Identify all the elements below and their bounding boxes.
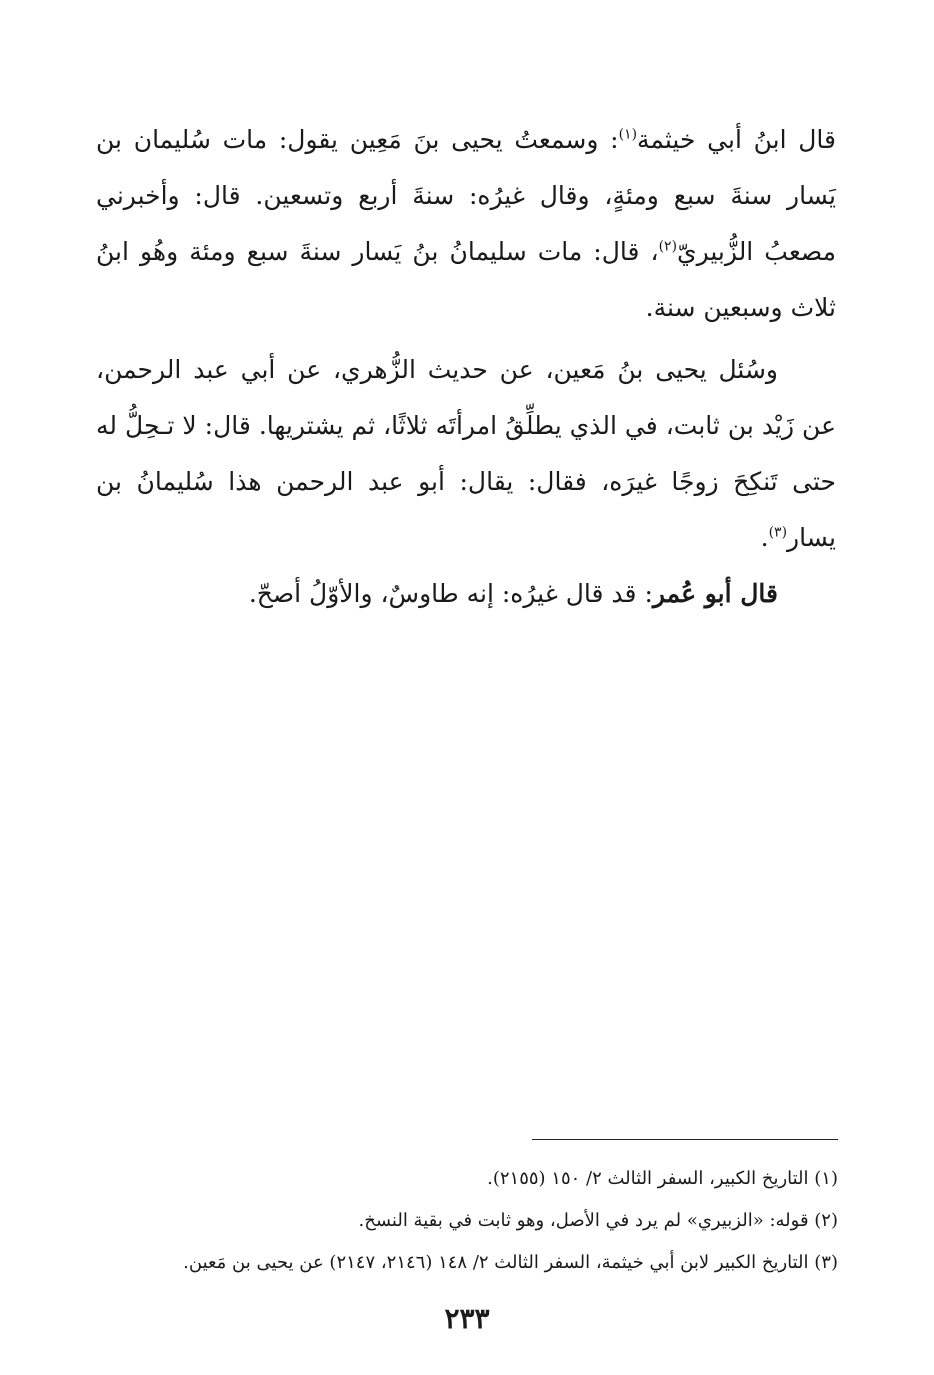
footnote-separator [532, 1139, 838, 1140]
footnote-ref-2: (٢) [658, 238, 678, 255]
footnote-ref-3: (٣) [768, 524, 788, 541]
footnote-3: (٣) التاريخ الكبير لابن أبي خيثمة، السفر الثالث ٢/ ١٤٨ (٢١٤٦، ٢١٤٧) عن يحيى بن مَعين. [183, 1252, 838, 1273]
footnotes [93, 1158, 838, 1284]
footnote-1: (١) التاريخ الكبير، السفر الثالث ٢/ ١٥٠ (٢١٥٥). [487, 1168, 838, 1189]
paragraph-1 [96, 112, 836, 336]
main-text [96, 112, 836, 622]
footnote-2: (٢) قوله: «الزبيري» لم يرد في الأصل، وهو ثابت في بقية النسخ. [358, 1210, 838, 1231]
footnote-ref-1: (١) [618, 126, 638, 143]
author-note-text: : قد قال غيرُه: إنه طاوسٌ، والأوّلُ أصحّ. [248, 579, 653, 608]
paragraph-1-part-b: : وسمعتُ يحيى بنَ مَعِين يقول: مات سُليمان بن يَسار سنةَ سبع ومئةٍ، وقال غيرُه: سنةَ أربع وتسعين. قال: وأخبرني مصعبُ الزُّبيريّ [96, 125, 836, 266]
paragraph-3 [96, 566, 836, 622]
paragraph-2-part-b: . [760, 523, 769, 552]
paragraph-2-part-a: وسُئل يحيى بنُ مَعين، عن حديث الزُّهري، عن أبي عبد الرحمن، عن زَيْد بن ثابت، في الذي يطلِّقُ امرأتَه ثلاثًا، ثم يشتريها. قال: لا تـحِلُّ له حتى تَنكِحَ زوجًا غيرَه، فقال: يقال: أبو عبد الرحمن هذا سُليمانُ بن يسار [96, 355, 836, 552]
paragraph-1-part-a: قال ابنُ أبي خيثمة [637, 125, 836, 154]
paragraph-2 [96, 342, 836, 566]
author-note-label: قال أبو عُمر [652, 579, 778, 608]
paragraph-1-part-c: ، قال: مات سليمانُ بنُ يَسار سنةَ سبع ومئة وهُو ابنُ ثلاث وسبعين سنة. [96, 237, 836, 322]
page-number: ٢٣٣ [444, 1302, 490, 1335]
